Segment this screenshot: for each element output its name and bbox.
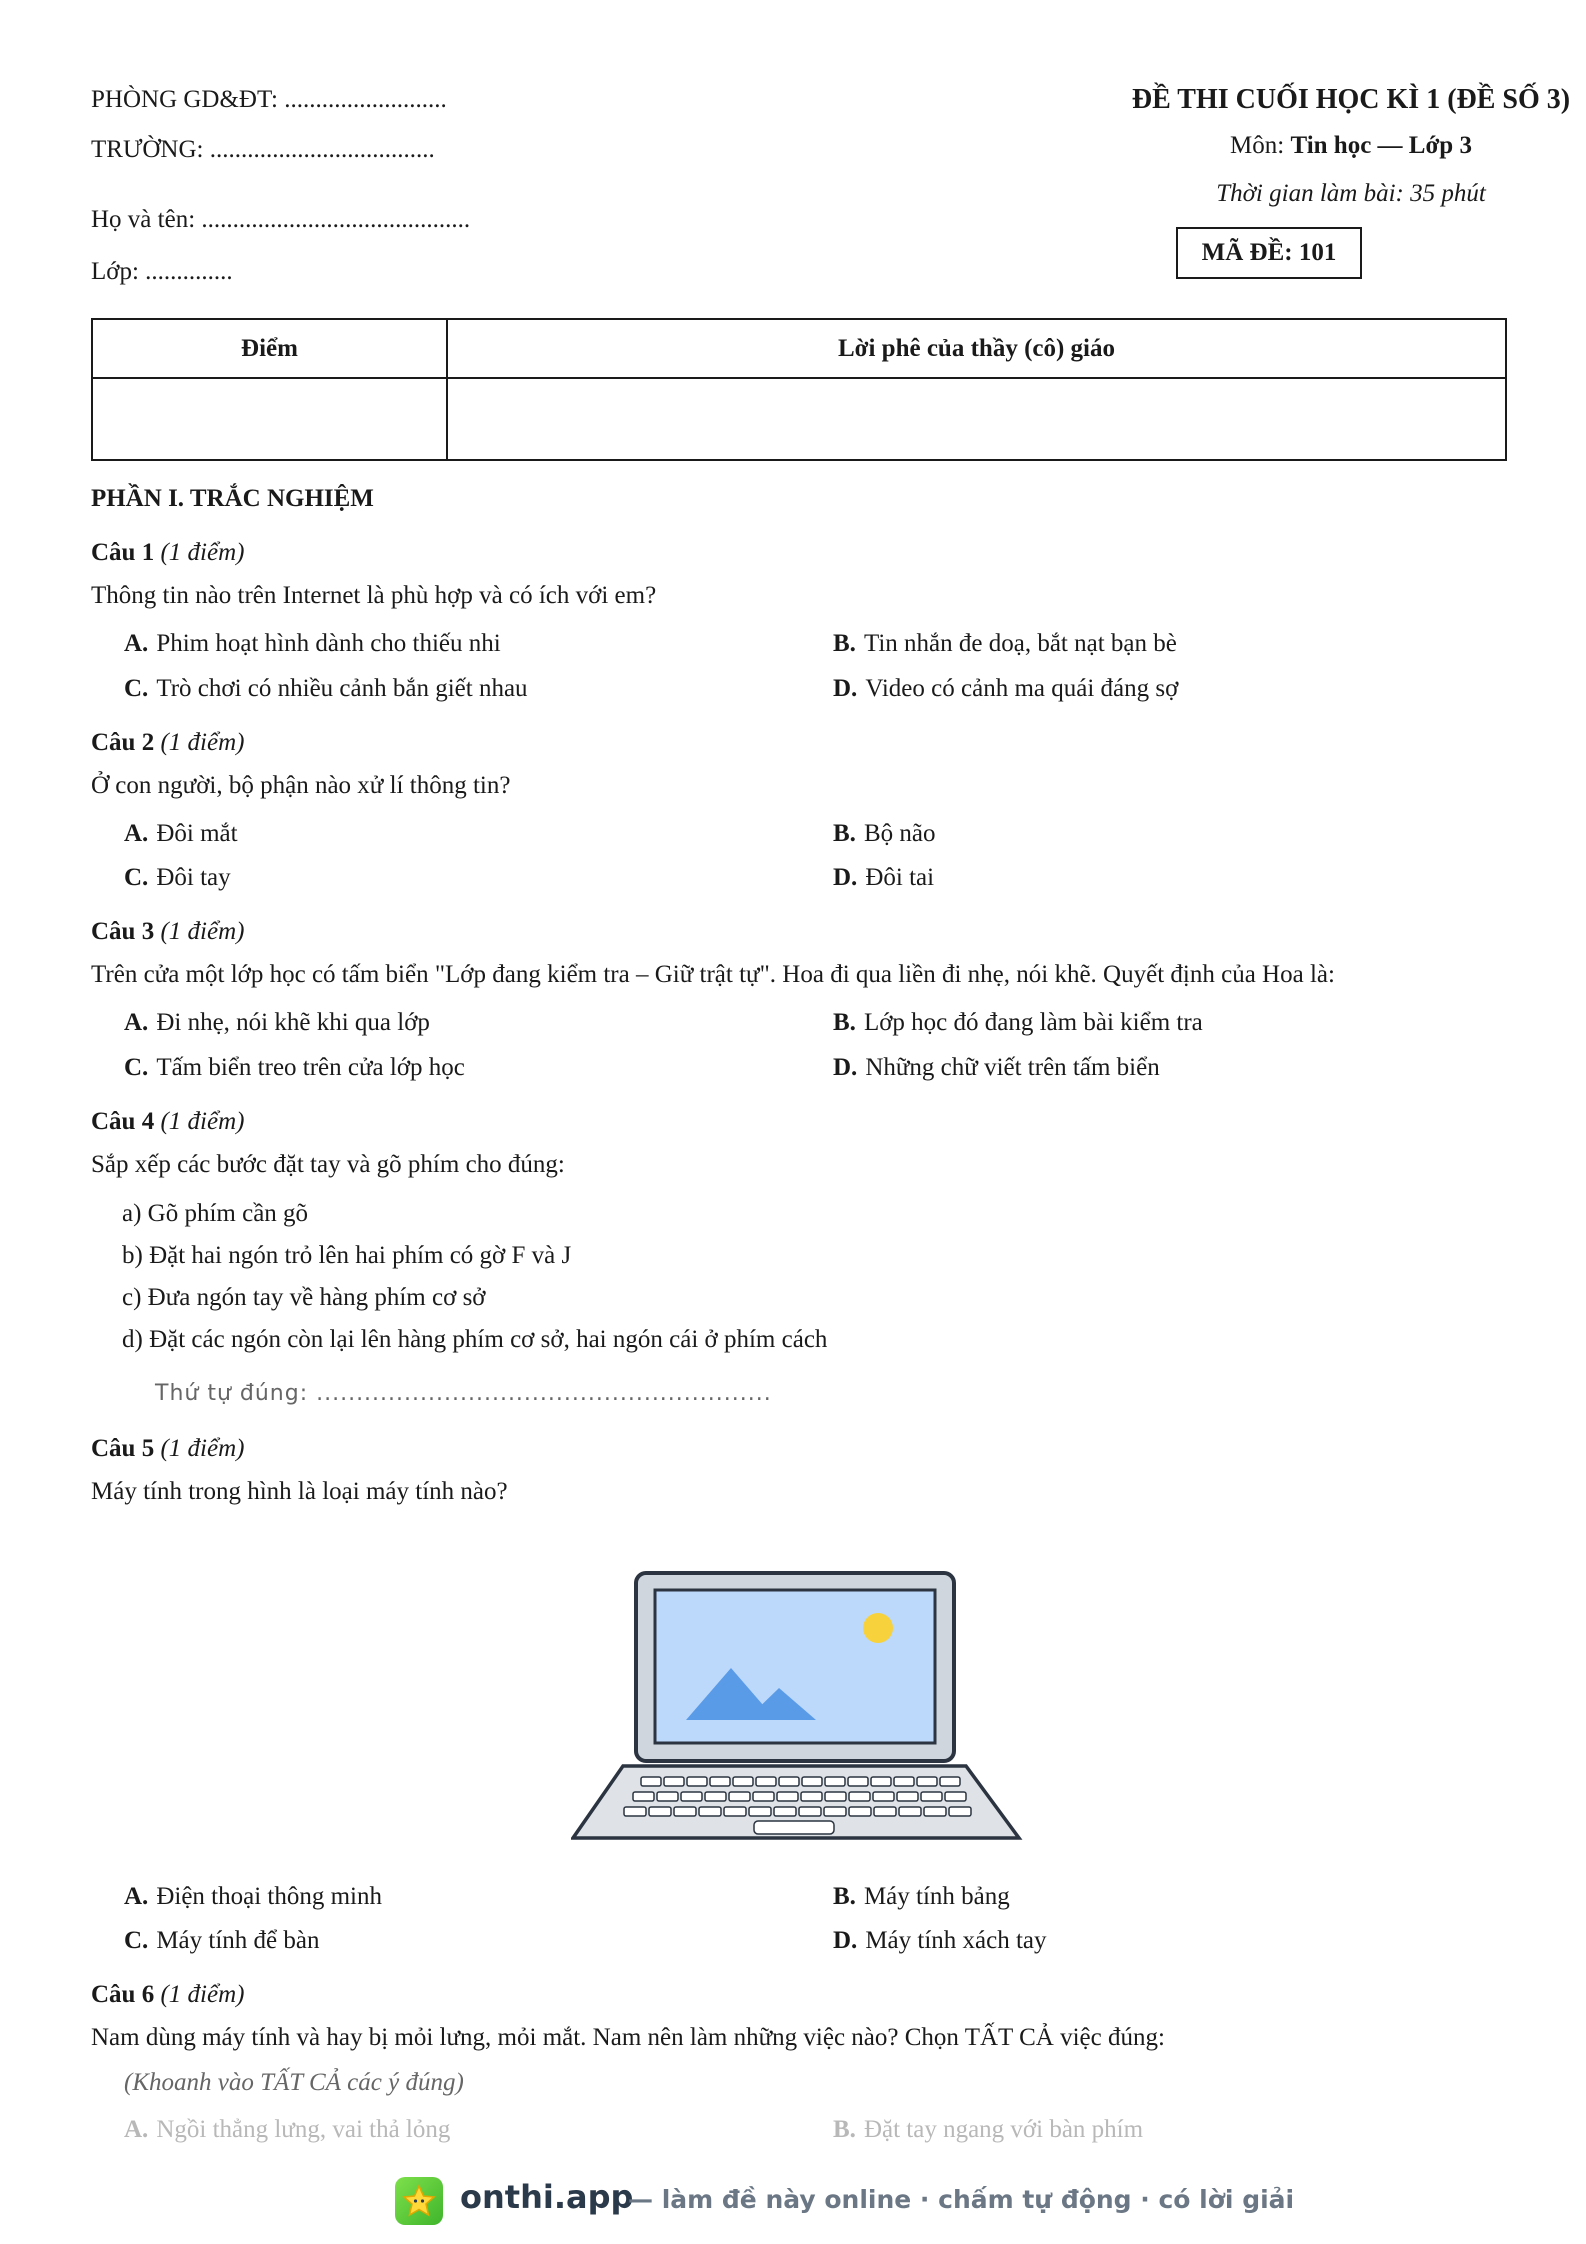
question-text: Nam dùng máy tính và hay bị mỏi lưng, mỏi mắt. Nam nên làm những việc nào? Chọn TẤT CẢ việc đúng: [91, 2024, 1165, 2051]
option-key: B. [833, 1009, 856, 1036]
option-text: Đôi tai [865, 864, 935, 891]
option-key: C. [124, 1054, 149, 1081]
sun-icon [863, 1613, 893, 1643]
comment-header: Lời phê của thầy (cô) giáo [447, 319, 1506, 378]
exam-code-box: MÃ ĐỀ: 101 [1176, 227, 1362, 279]
option-c[interactable] [124, 675, 528, 703]
option-b[interactable] [833, 2116, 1143, 2144]
section-title: PHẦN I. TRẮC NGHIỆM [91, 485, 374, 512]
question-heading [91, 1108, 244, 1136]
option-text: Phim hoạt hình dành cho thiếu nhi [156, 630, 501, 657]
question-points: (1 điểm) [160, 1435, 245, 1462]
option-text: Những chữ viết trên tấm biển [865, 1054, 1160, 1081]
option-text: Lớp học đó đang làm bài kiểm tra [863, 1009, 1203, 1036]
exam-page [91, 0, 1571, 2244]
option-text: Máy tính để bàn [156, 1927, 320, 1954]
option-d[interactable] [833, 675, 1178, 703]
option-d[interactable] [833, 1054, 1160, 1082]
question-label: Câu 2 [91, 729, 155, 756]
question-text: Sắp xếp các bước đặt tay và gõ phím cho đúng: [91, 1151, 565, 1178]
option-a[interactable] [124, 630, 501, 658]
subject-line [1071, 132, 1586, 160]
option-b[interactable] [833, 1883, 1010, 1911]
option-text: Video có cảnh ma quái đáng sợ [865, 675, 1179, 702]
class-line: Lớp: .............. [91, 258, 233, 285]
question-label: Câu 6 [91, 1981, 155, 2008]
question-points: (1 điểm) [160, 1981, 245, 2008]
option-b[interactable] [833, 820, 935, 848]
step-item: b) Đặt hai ngón trỏ lên hai phím có gờ F và J [122, 1242, 572, 1269]
question-points: (1 điểm) [160, 539, 245, 566]
brand-tagline: — làm đề này online · chấm tự động · có lời giải [628, 2185, 1295, 2214]
option-key: A. [124, 2116, 149, 2143]
option-key: B. [833, 630, 856, 657]
question-text: Thông tin nào trên Internet là phù hợp và có ích với em? [91, 582, 657, 609]
comment-cell[interactable] [447, 378, 1506, 460]
option-b[interactable] [833, 630, 1177, 658]
option-key: C. [124, 675, 149, 702]
option-key: D. [833, 675, 858, 702]
step-item: c) Đưa ngón tay về hàng phím cơ sở [122, 1284, 486, 1311]
question-text: Ở con người, bộ phận nào xử lí thông tin? [91, 772, 511, 799]
question-label: Câu 5 [91, 1435, 155, 1462]
option-c[interactable] [124, 1054, 465, 1082]
subject-prefix: Môn: [1230, 132, 1291, 159]
option-key: B. [833, 820, 856, 847]
question-text: Máy tính trong hình là loại máy tính nào? [91, 1478, 508, 1505]
option-a[interactable] [124, 1883, 382, 1911]
option-text: Tấm biển treo trên cửa lớp học [156, 1054, 465, 1081]
option-key: A. [124, 1883, 149, 1910]
student-name-line: Họ và tên: ........................................... [91, 206, 471, 233]
question-heading [91, 918, 244, 946]
question-heading [91, 729, 244, 757]
option-key: A. [124, 630, 149, 657]
option-key: C. [124, 1927, 149, 1954]
question-points: (1 điểm) [160, 1108, 245, 1135]
option-key: B. [833, 1883, 856, 1910]
step-item: a) Gõ phím cần gõ [122, 1200, 309, 1227]
option-key: B. [833, 2116, 856, 2143]
question-heading [91, 539, 244, 567]
option-text: Điện thoại thông minh [156, 1883, 382, 1910]
option-text: Đi nhẹ, nói khẽ khi qua lớp [156, 1009, 430, 1036]
option-text: Trò chơi có nhiều cảnh bắn giết nhau [156, 675, 528, 702]
option-c[interactable] [124, 1927, 319, 1955]
question-heading [91, 1981, 244, 2009]
star-icon [395, 2177, 443, 2225]
brand-name[interactable]: onthi.app [460, 2178, 634, 2216]
question-hint: (Khoanh vào TẤT CẢ các ý đúng) [124, 2069, 464, 2096]
question-points: (1 điểm) [160, 918, 245, 945]
option-text: Máy tính bảng [863, 1883, 1010, 1910]
option-a[interactable] [124, 1009, 430, 1037]
laptop-screen [655, 1590, 935, 1743]
brand-logo[interactable] [395, 2177, 443, 2225]
trackpad [754, 1821, 834, 1834]
question-label: Câu 4 [91, 1108, 155, 1135]
question-heading [91, 1435, 244, 1463]
step-item: d) Đặt các ngón còn lại lên hàng phím cơ sở, hai ngón cái ở phím cách [122, 1326, 828, 1353]
option-a[interactable] [124, 2116, 450, 2144]
option-key: D. [833, 1927, 858, 1954]
laptop-illustration [571, 1570, 1023, 1844]
option-b[interactable] [833, 1009, 1203, 1037]
option-key: A. [124, 1009, 149, 1036]
option-text: Máy tính xách tay [865, 1927, 1047, 1954]
option-key: C. [124, 864, 149, 891]
footer-banner[interactable] [0, 2170, 1586, 2230]
question-text: Trên cửa một lớp học có tấm biển "Lớp đang kiểm tra – Giữ trật tự". Hoa đi qua liền đi nhẹ, nói khẽ. Quyết định của Hoa là: [91, 961, 1335, 988]
option-text: Ngồi thẳng lưng, vai thả lỏng [156, 2116, 451, 2143]
question-label: Câu 1 [91, 539, 155, 566]
score-cell[interactable] [92, 378, 447, 460]
score-table [91, 318, 1507, 461]
option-d[interactable] [833, 864, 934, 892]
answer-line[interactable]: Thứ tự đúng: ......................................................... [155, 1381, 772, 1406]
option-text: Bộ não [863, 820, 936, 847]
option-c[interactable] [124, 864, 231, 892]
option-key: D. [833, 864, 858, 891]
option-key: A. [124, 820, 149, 847]
question-points: (1 điểm) [160, 729, 245, 756]
option-text: Đôi mắt [156, 820, 238, 847]
option-text: Đặt tay ngang với bàn phím [863, 2116, 1144, 2143]
option-text: Tin nhắn đe doạ, bắt nạt bạn bè [863, 630, 1177, 657]
subject-name: Tin học — Lớp 3 [1290, 132, 1472, 159]
score-header: Điểm [92, 319, 447, 378]
school-line: TRƯỜNG: .................................... [91, 136, 435, 163]
option-d[interactable] [833, 1927, 1047, 1955]
question-label: Câu 3 [91, 918, 155, 945]
exam-title: ĐỀ THI CUỐI HỌC KÌ 1 (ĐỀ SỐ 3) [1131, 84, 1571, 115]
duration: Thời gian làm bài: 35 phút [1216, 180, 1486, 207]
option-a[interactable] [124, 820, 238, 848]
dept-line: PHÒNG GD&ĐT: .......................... [91, 86, 447, 113]
option-key: D. [833, 1054, 858, 1081]
option-text: Đôi tay [156, 864, 231, 891]
